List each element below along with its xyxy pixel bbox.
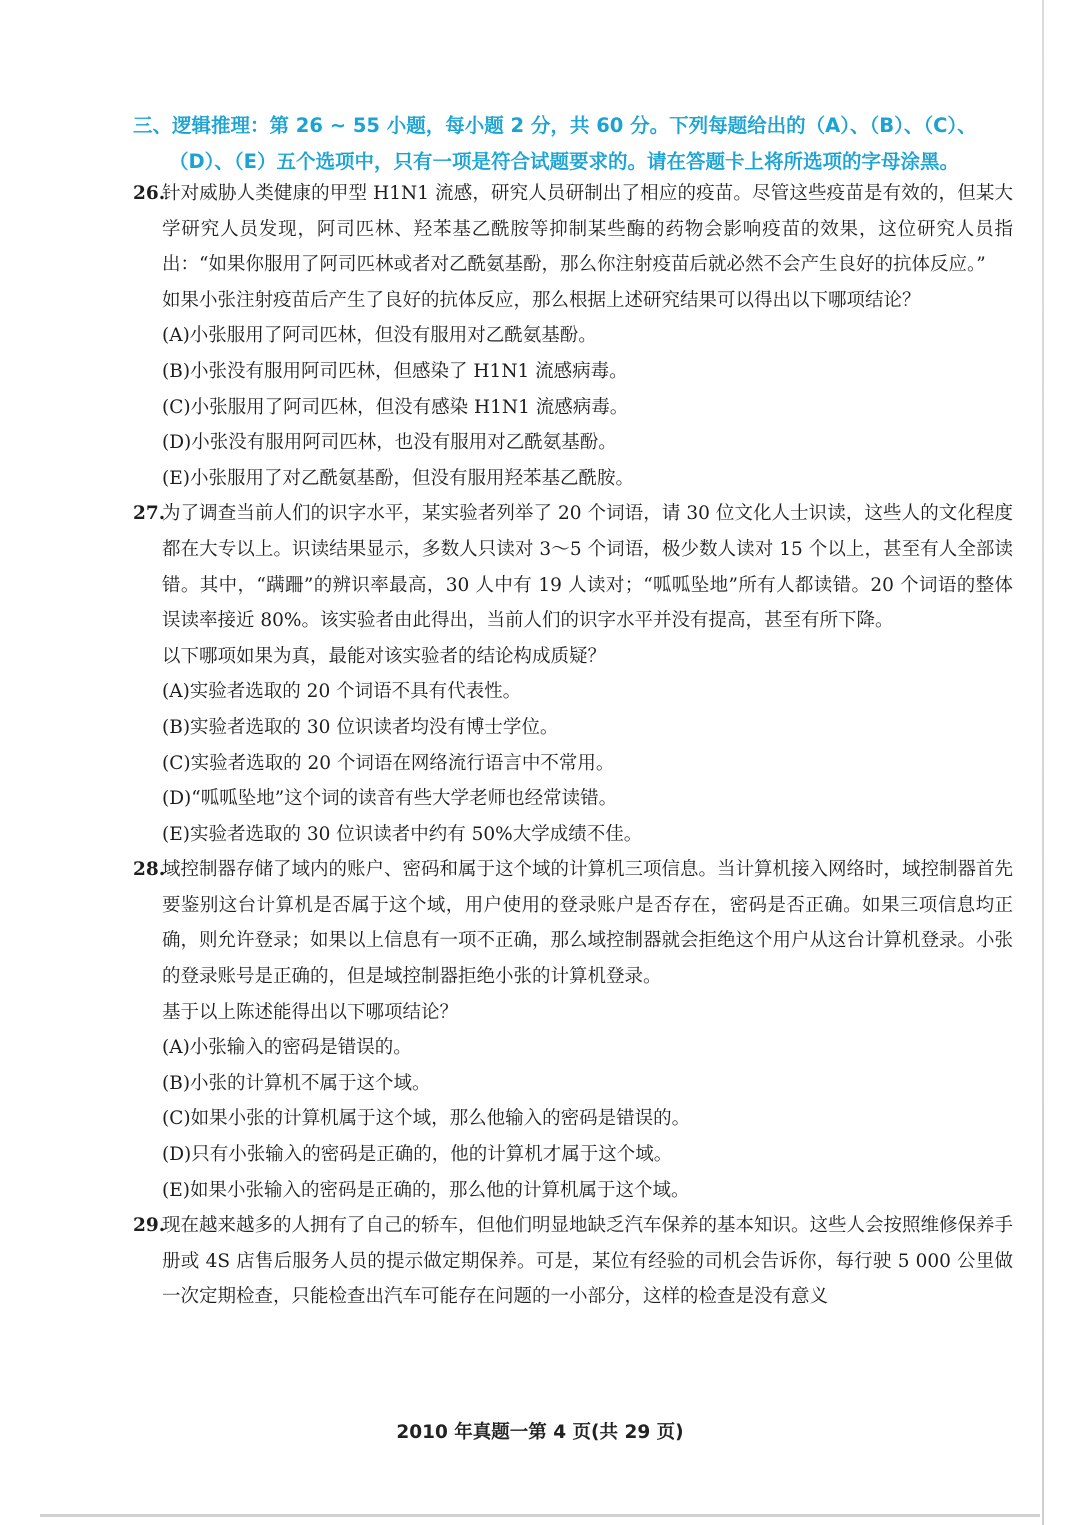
option-d: (D)只有小张输入的密码是正确的，他的计算机才属于这个域。 [162, 1144, 673, 1166]
option-c: (C)实验者选取的 20 个词语在网络流行语言中不常用。 [162, 752, 615, 774]
option-e: (E)小张服用了对乙酰氨基酚，但没有服用羟苯基乙酰胺。 [162, 467, 634, 489]
option-c: (C)如果小张的计算机属于这个域，那么他输入的密码是错误的。 [162, 1108, 691, 1130]
option-b: (B)小张没有服用阿司匹林，但感染了 H1N1 流感病毒。 [162, 360, 628, 382]
question-number: 29. [133, 1215, 166, 1237]
question-stem: 针对威胁人类健康的甲型 H1N1 流感，研究人员研制出了相应的疫苗。尽管这些疫苗是有效的，但某大学研究人员发现，阿司匹林、羟苯基乙酰胺等抑制某些酶的药物会影响疫苗的效果，这位研究人员指出：“如果你服用了阿司匹林或者对乙酰氨基酚，那么你注射疫苗后就必然不会产生良好的抗体反应。” [162, 183, 1013, 276]
question-stem: 为了调查当前人们的识字水平，某实验者列举了 20 个词语，请 30 位文化人士识读，这些人的文化程度都在大专以上。识读结果显示，多数人只读对 3～5 个词语，极少数人读对 15 个以上，甚至有人全部读错。其中，“蹒跚”的辨识率最高，30 人中有 19 人读对；“呱呱坠地”所有人都读错。20 个词语的整体误读率接近 80%。该实验者由此得出，当前人们的识字水平并没有提高，甚至有所下降。 [162, 503, 1013, 632]
page-footer: 2010 年真题一第 4 页(共 29 页) [396, 1422, 684, 1443]
question-prompt: 如果小张注射疫苗后产生了良好的抗体反应，那么根据上述研究结果可以得出以下哪项结论？ [162, 289, 921, 311]
option-b: (B)小张的计算机不属于这个域。 [162, 1072, 431, 1094]
question-prompt: 基于以上陈述能得出以下哪项结论？ [162, 1001, 459, 1023]
option-c: (C)小张服用了阿司匹林，但没有感染 H1N1 流感病毒。 [162, 396, 629, 418]
question-stem: 现在越来越多的人拥有了自己的轿车，但他们明显地缺乏汽车保养的基本知识。这些人会按照维修保养手册或 4S 店售后服务人员的提示做定期保养。可是，某位有经验的司机会告诉你，每行驶 5 000 公里做一次定期检查，只能检查出汽车可能存在问题的一小部分，这样的检查是没有意义 [162, 1215, 1014, 1308]
question-prompt: 以下哪项如果为真，最能对该实验者的结论构成质疑？ [162, 645, 607, 667]
section-heading [133, 108, 1013, 180]
question-number: 28. [133, 859, 166, 881]
question-29 [133, 1208, 1013, 1315]
page-edge-bottom [40, 1514, 1040, 1517]
question-number: 26. [133, 183, 166, 204]
option-e: (E)如果小张输入的密码是正确的，那么他的计算机属于这个域。 [162, 1179, 690, 1201]
option-d: (D)小张没有服用阿司匹林，也没有服用对乙酰氨基酚。 [162, 432, 617, 454]
section-heading-line2: （D）、（E）五个选项中，只有一项是符合试题要求的。请在答题卡上将所选项的字母涂黑。 [169, 150, 960, 173]
option-e: (E)实验者选取的 30 位识读者中约有 50%大学成绩不佳。 [162, 823, 643, 845]
page-edge [1042, 0, 1044, 1525]
option-a: (A)实验者选取的 20 个词语不具有代表性。 [162, 681, 522, 703]
option-a: (A)小张服用了阿司匹林，但没有服用对乙酰氨基酚。 [162, 325, 597, 347]
section-heading-line1: 三、逻辑推理：第 26 ~ 55 小题，每小题 2 分，共 60 分。下列每题给出的（A）、（B）、（C）、 [133, 114, 977, 137]
question-number: 27. [133, 503, 166, 525]
question-27 [133, 496, 1013, 852]
question-28 [133, 852, 1013, 1208]
option-a: (A)小张输入的密码是错误的。 [162, 1037, 412, 1059]
option-d: (D)“呱呱坠地”这个词的读音有些大学老师也经常读错。 [162, 788, 618, 810]
question-list [133, 176, 1013, 1315]
question-26 [133, 176, 1013, 496]
question-stem: 域控制器存储了域内的账户、密码和属于这个域的计算机三项信息。当计算机接入网络时，域控制器首先要鉴别这台计算机是否属于这个域，用户使用的登录账户是否存在，密码是否正确。如果三项信息均正确，则允许登录；如果以上信息有一项不正确，那么域控制器就会拒绝这个用户从这台计算机登录。小张的登录账号是正确的，但是域控制器拒绝小张的计算机登录。 [162, 859, 1014, 988]
option-b: (B)实验者选取的 30 位识读者均没有博士学位。 [162, 716, 559, 738]
